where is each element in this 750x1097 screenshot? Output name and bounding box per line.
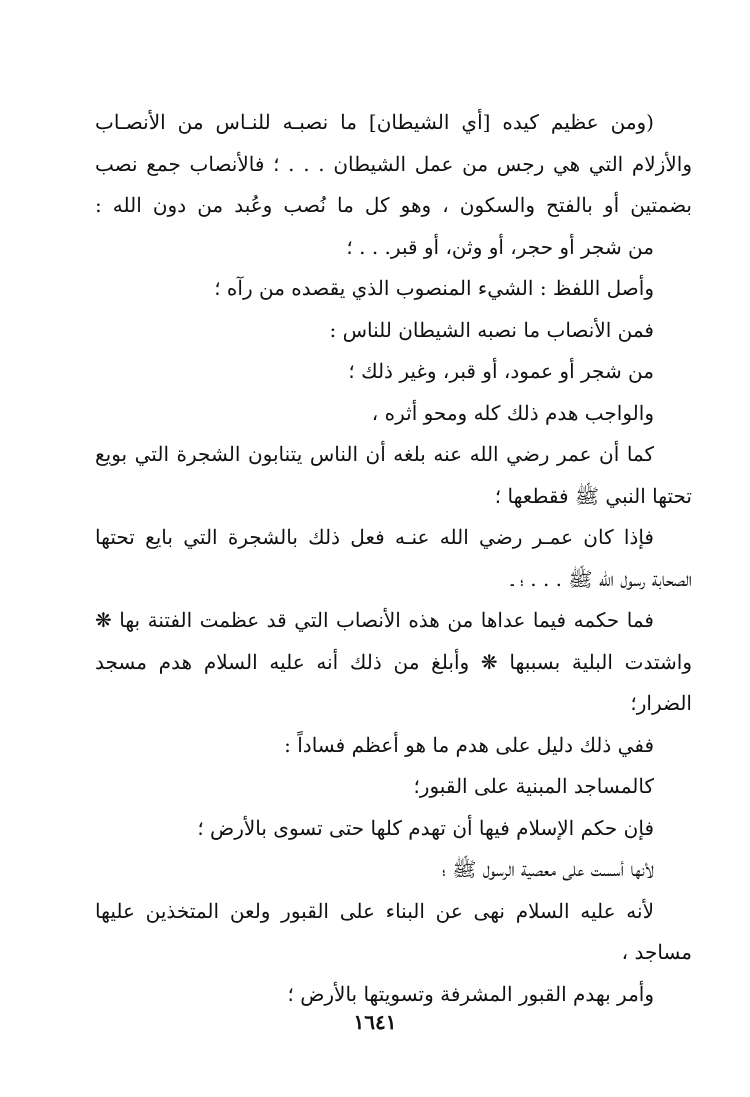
- text-line-5: وأصل اللفظ : الشيء المنصوب الذي يقصده من رآه ؛: [214, 276, 654, 300]
- text-line-12: الصحابة رسول الله ﷺ . . . ؛ ـ: [511, 566, 692, 591]
- text-line-6: فمن الأنصاب ما نصبه الشيطان للناس :: [329, 317, 654, 342]
- text-line-9: كما أن عمر رضي الله عنه بلغه أن الناس يتنابون الشجرة التي بويع: [95, 442, 654, 466]
- text-line-22: وأمر بهدم القبور المشرفة وتسويتها بالأرض ؛: [287, 981, 654, 1006]
- text-line-13: فما حكمه فيما عداها من هذه الأنصاب التي قد عظمت الفتنة بها ❋: [95, 608, 654, 632]
- text-line-11: فإذا كان عمـر رضي الله عنـه فعل ذلك بالشجرة التي بايع تحتها: [95, 525, 654, 549]
- page-body-text: [95, 102, 692, 1015]
- text-line-19: لأنها أسست على معصية الرسول ﷺ ؛: [441, 857, 654, 881]
- text-line-2: والأزلام التي هي رجس من عمل الشيطان . . . ؛ فالأنصاب جمع نصب: [95, 151, 692, 176]
- text-line-20: لأنه عليه السلام نهى عن البناء على القبور ولعن المتخذين عليها: [95, 898, 654, 923]
- text-line-7: من شجر أو عمود، أو قبر، وغير ذلك ؛: [348, 359, 654, 383]
- text-line-18: فإن حكم الإسلام فيها أن تهدم كلها حتى تسوى بالأرض ؛: [197, 815, 654, 840]
- text-line-3: بضمتين أو بالفتح والسكون ، وهو كل ما نُصب وعُبد من دون الله :: [95, 193, 692, 217]
- page-number: ١٦٤١: [353, 1010, 397, 1034]
- text-line-15: الضرار؛: [630, 691, 692, 715]
- text-line-16: ففي ذلك دليل على هدم ما هو أعظم فساداً :: [284, 732, 654, 757]
- text-line-17: كالمساجد المبنية على القبور؛: [413, 774, 654, 798]
- text-line-10: تحتها النبي ﷺ فقطعها ؛: [494, 483, 692, 508]
- text-line-1: (ومن عظيم كيده [أي الشيطان] ما نصبـه للنـاس من الأنصـاب: [95, 110, 654, 134]
- text-line-4: من شجر أو حجر، أو وثن، أو قبر. . . ؛: [346, 234, 654, 259]
- text-line-8: والواجب هدم ذلك كله ومحو أثره ،: [371, 400, 654, 425]
- text-line-21: مساجد ،: [621, 940, 692, 964]
- text-line-14: واشتدت البلية بسببها ❋ وأبلغ من ذلك أنه عليه السلام هدم مسجد: [95, 649, 692, 674]
